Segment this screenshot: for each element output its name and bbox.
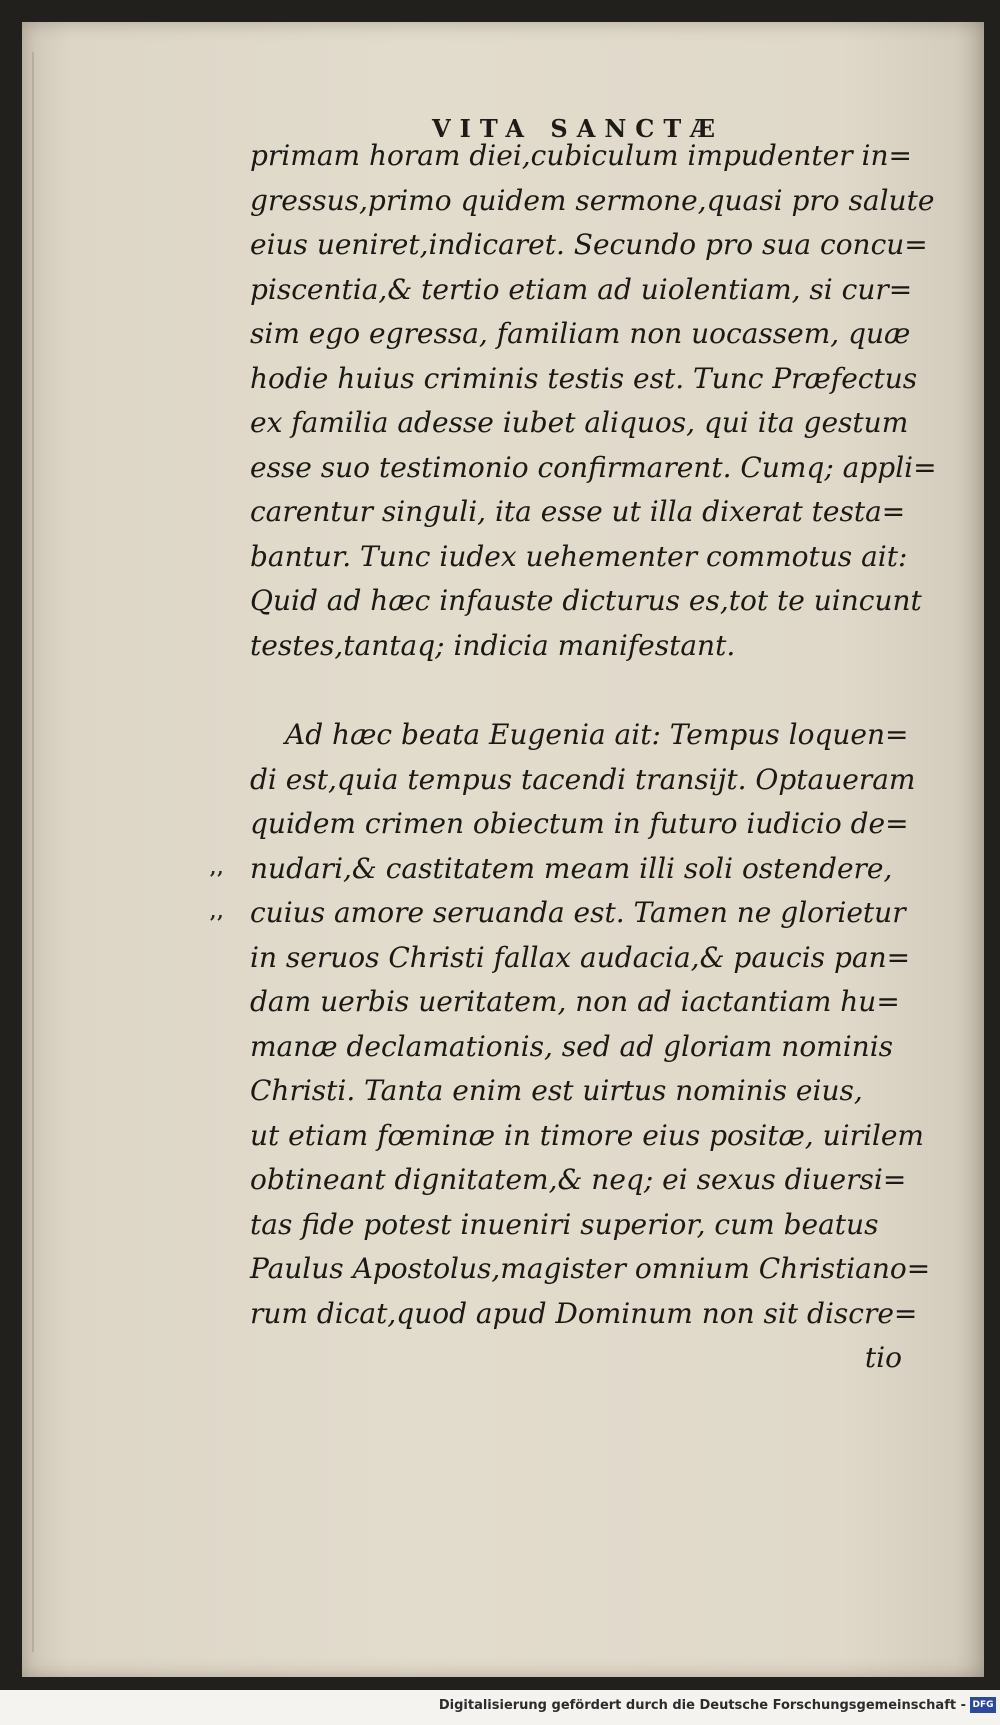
text-line: gressus,primo quidem sermone,quasi pro salute: [250, 183, 935, 217]
text-line: Quid ad hæc infauste dicturus es,tot te uincunt: [250, 584, 922, 617]
text-line: [210, 891, 950, 936]
running-head: VITA SANCTÆ: [432, 114, 725, 143]
text-line: Christi. Tanta enim est uirtus nominis eius,: [250, 1074, 863, 1107]
marginal-quote-mark: ,,: [210, 902, 225, 923]
text-line-content: cuius amore seruanda est. Tamen ne glorietur: [250, 896, 906, 929]
text-line: rum dicat,quod apud Dominum non sit discre=: [250, 1296, 918, 1330]
text-line: sim ego egressa, familiam non uocassem, quæ: [250, 317, 911, 350]
text-line: ut etiam fœminæ in timore eius positæ, uirilem: [250, 1118, 924, 1152]
page-gutter: [32, 52, 34, 1652]
footer-bar: [0, 1690, 1000, 1725]
text-line: esse suo testimonio confirmarent. Cumq; appli=: [250, 450, 937, 484]
text-line: manæ declamationis, sed ad gloriam nominis: [250, 1029, 894, 1063]
text-line: eius ueniret,indicaret. Secundo pro sua concu=: [250, 228, 928, 261]
paragraph-gap: [250, 668, 950, 713]
text-line: primam horam diei,cubiculum impudenter in=: [250, 139, 912, 172]
text-line: obtineant dignitatem,& neq; ei sexus diuersi=: [250, 1163, 907, 1196]
text-line: [210, 847, 950, 892]
text-line: Ad hæc beata Eugenia ait: Tempus loquen=: [285, 718, 909, 751]
catchword: tio: [864, 1341, 902, 1374]
digitization-credit: Digitalisierung gefördert durch die Deutsche Forschungsgemeinschaft -: [438, 1698, 966, 1713]
text-line: testes,tantaq; indicia manifestant.: [250, 628, 736, 662]
text-line: hodie huius criminis testis est. Tunc Præfectus: [250, 361, 918, 395]
text-line: di est,quia tempus tacendi transijt. Optaueram: [250, 762, 916, 796]
text-line: tas fide potest inueniri superior, cum beatus: [250, 1207, 879, 1241]
dfg-logo: DFG: [970, 1697, 996, 1713]
text-block: [210, 134, 950, 1381]
text-line: bantur. Tunc iudex uehementer commotus ait:: [250, 539, 908, 573]
marginal-quote-mark: ,,: [210, 857, 225, 879]
text-line: ex familia adesse iubet aliquos, qui ita gestum: [250, 406, 909, 439]
text-line: dam uerbis ueritatem, non ad iactantiam hu=: [250, 985, 900, 1018]
text-line: carentur singuli, ita esse ut illa dixerat testa=: [250, 495, 906, 528]
text-line-content: nudari,& castitatem meam illi soli ostendere,: [250, 851, 893, 885]
text-line: Paulus Apostolus,magister omnium Christiano=: [250, 1252, 931, 1285]
text-line: in seruos Christi fallax audacia,& paucis pan=: [250, 940, 911, 974]
text-line: quidem crimen obiectum in futuro iudicio de=: [250, 807, 909, 840]
text-line: piscentia,& tertio etiam ad uiolentiam, si cur=: [250, 272, 913, 306]
